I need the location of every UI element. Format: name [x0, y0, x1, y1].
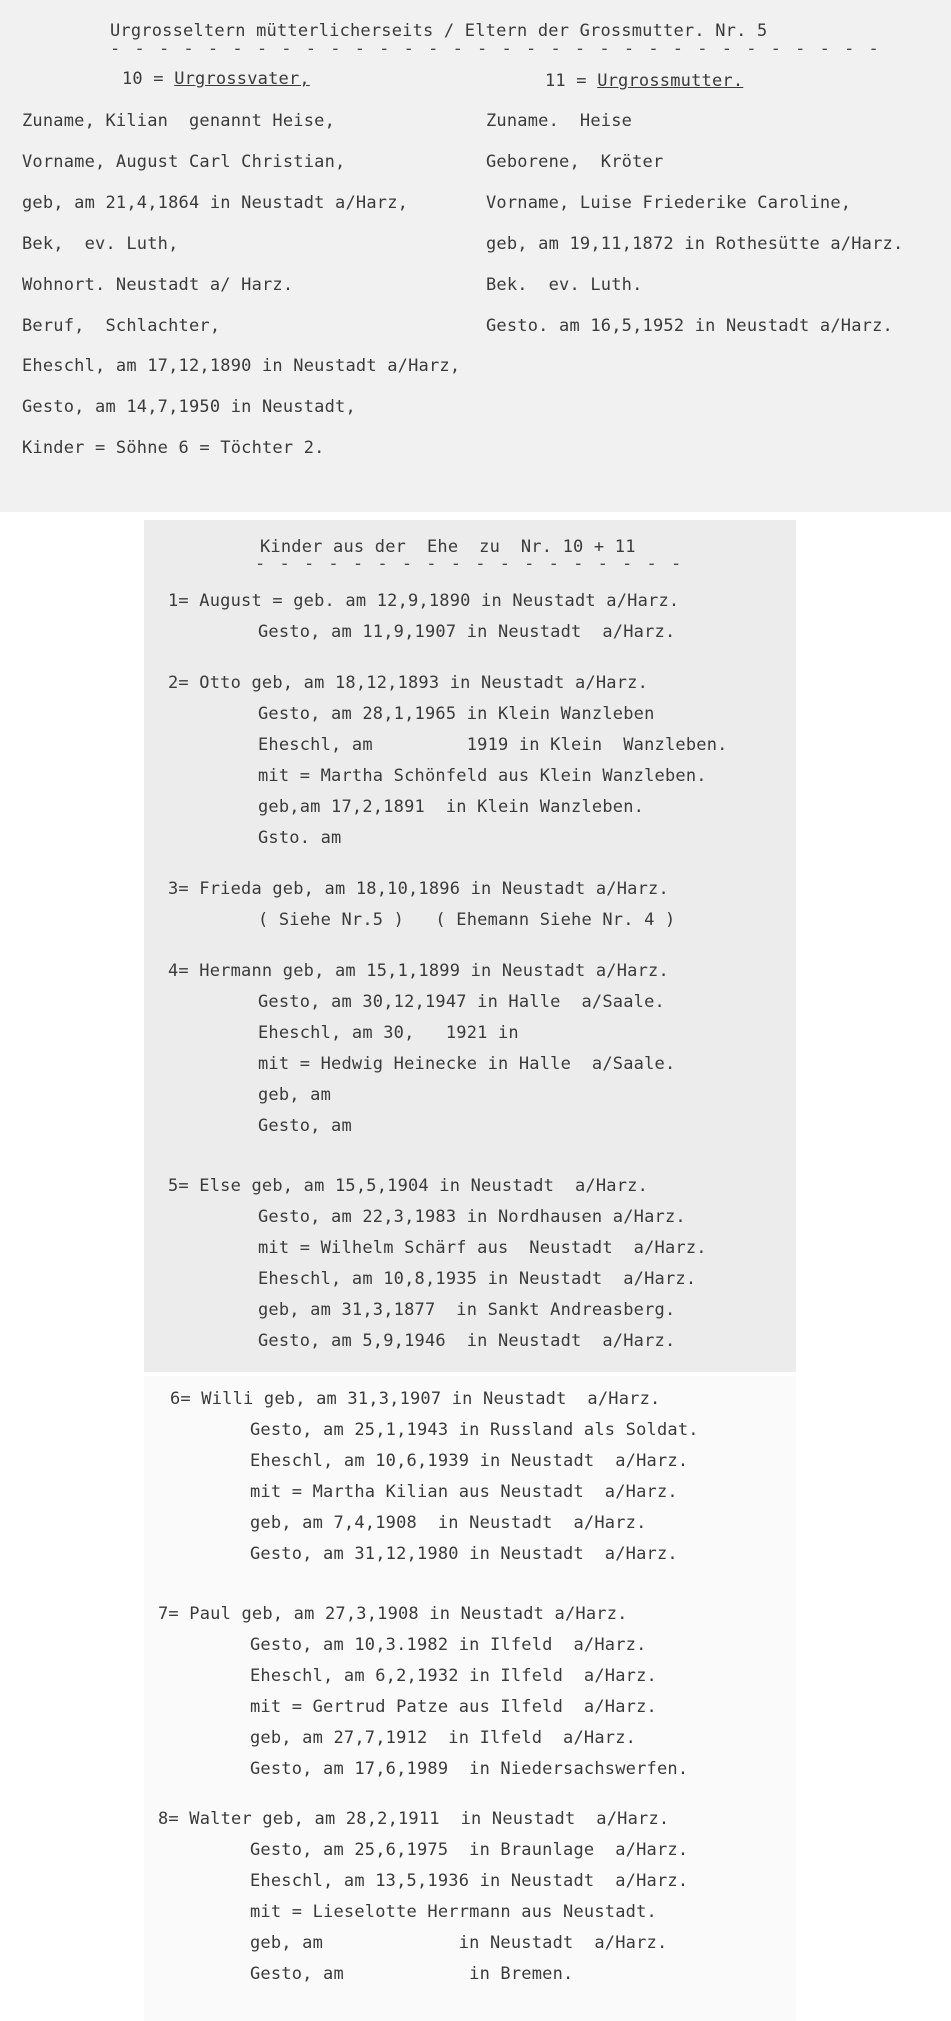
child-4-line: geb, am	[258, 1085, 332, 1105]
left-line: Kinder = Söhne 6 = Töchter 2.	[22, 438, 325, 458]
child-1-line: 1= August = geb. am 12,9,1890 in Neustadt a/Harz.	[168, 591, 680, 611]
left-line: Vorname, August Carl Christian,	[22, 152, 346, 172]
child-3-line: 3= Frieda geb, am 18,10,1896 in Neustadt a/Harz.	[168, 879, 669, 899]
child-5-line: Gesto, am 22,3,1983 in Nordhausen a/Harz.	[258, 1207, 686, 1227]
child-4-line: Eheschl, am 30, 1921 in	[258, 1023, 519, 1043]
right-line: Vorname, Luise Friederike Caroline,	[486, 193, 852, 213]
child-8-line: Eheschl, am 13,5,1936 in Neustadt a/Harz.	[250, 1871, 689, 1891]
children-title: Kinder aus der Ehe zu Nr. 10 + 11	[260, 537, 636, 557]
left-heading	[122, 68, 310, 90]
child-3-line: ( Siehe Nr.5 ) ( Ehemann Siehe Nr. 4 )	[258, 910, 676, 930]
right-heading-number: 11 =	[545, 71, 598, 91]
child-7-line: geb, am 27,7,1912 in Ilfeld a/Harz.	[250, 1728, 637, 1748]
left-line: Gesto, am 14,7,1950 in Neustadt,	[22, 397, 356, 417]
right-heading	[545, 70, 743, 92]
child-4-line: Gesto, am	[258, 1116, 352, 1136]
left-line: geb, am 21,4,1864 in Neustadt a/Harz,	[22, 193, 409, 213]
child-2-line: Eheschl, am 1919 in Klein Wanzleben.	[258, 735, 728, 755]
child-6-line: Gesto, am 25,1,1943 in Russland als Soldat.	[250, 1420, 699, 1440]
right-line: Bek. ev. Luth.	[486, 275, 643, 295]
left-line: Zuname, Kilian genannt Heise,	[22, 111, 336, 131]
left-heading-number: 10 =	[122, 69, 175, 89]
child-5-line: Gesto, am 5,9,1946 in Neustadt a/Harz.	[258, 1331, 676, 1351]
child-4-line: 4= Hermann geb, am 15,1,1899 in Neustadt a/Harz.	[168, 961, 669, 981]
child-8-line: Gesto, am in Bremen.	[250, 1964, 574, 1984]
child-6-line: Eheschl, am 10,6,1939 in Neustadt a/Harz.	[250, 1451, 689, 1471]
child-6-line: geb, am 7,4,1908 in Neustadt a/Harz.	[250, 1513, 647, 1533]
child-4-line: mit = Hedwig Heinecke in Halle a/Saale.	[258, 1054, 676, 1074]
child-8-line: 8= Walter geb, am 28,2,1911 in Neustadt a/Harz.	[158, 1809, 670, 1829]
child-2-line: Gsto. am	[258, 828, 342, 848]
child-5-line: Eheschl, am 10,8,1935 in Neustadt a/Harz.	[258, 1269, 697, 1289]
child-8-line: geb, am in Neustadt a/Harz.	[250, 1933, 668, 1953]
left-line: Bek, ev. Luth,	[22, 234, 179, 254]
right-line: Geborene, Kröter	[486, 152, 664, 172]
child-2-line: mit = Martha Schönfeld aus Klein Wanzleben.	[258, 766, 707, 786]
child-5-line: mit = Wilhelm Schärf aus Neustadt a/Harz.	[258, 1238, 707, 1258]
child-2-line: 2= Otto geb, am 18,12,1893 in Neustadt a/Harz.	[168, 673, 649, 693]
left-line: Wohnort. Neustadt a/ Harz.	[22, 275, 294, 295]
child-7-line: mit = Gertrud Patze aus Ilfeld a/Harz.	[250, 1697, 657, 1717]
child-7-line: Gesto, am 10,3.1982 in Ilfeld a/Harz.	[250, 1635, 647, 1655]
child-2-line: Gesto, am 28,1,1965 in Klein Wanzleben	[258, 704, 655, 724]
left-line: Beruf, Schlachter,	[22, 316, 221, 336]
child-7-line: 7= Paul geb, am 27,3,1908 in Neustadt a/Harz.	[158, 1604, 628, 1624]
left-line: Eheschl, am 17,12,1890 in Neustadt a/Harz,	[22, 356, 461, 376]
right-heading-word: Urgrossmutter.	[597, 71, 744, 91]
right-line: geb, am 19,11,1872 in Rothesütte a/Harz.	[486, 234, 904, 254]
children-title-underline: - - - - - - - - - - - - - - - - - -	[255, 554, 684, 574]
left-heading-word: Urgrossvater,	[174, 69, 310, 89]
child-8-line: mit = Lieselotte Herrmann aus Neustadt.	[250, 1902, 657, 1922]
page-title: Urgrosseltern mütterlicherseits / Eltern der Grossmutter. Nr. 5	[110, 21, 768, 41]
right-line: Zuname. Heise	[486, 111, 633, 131]
child-4-line: Gesto, am 30,12,1947 in Halle a/Saale.	[258, 992, 665, 1012]
child-5-line: 5= Else geb, am 15,5,1904 in Neustadt a/Harz.	[168, 1176, 649, 1196]
child-1-line: Gesto, am 11,9,1907 in Neustadt a/Harz.	[258, 622, 676, 642]
right-line: Gesto. am 16,5,1952 in Neustadt a/Harz.	[486, 316, 893, 336]
child-6-line: mit = Martha Kilian aus Neustadt a/Harz.	[250, 1482, 678, 1502]
child-5-line: geb, am 31,3,1877 in Sankt Andreasberg.	[258, 1300, 676, 1320]
child-7-line: Eheschl, am 6,2,1932 in Ilfeld a/Harz.	[250, 1666, 657, 1686]
child-2-line: geb,am 17,2,1891 in Klein Wanzleben.	[258, 797, 645, 817]
child-6-line: 6= Willi geb, am 31,3,1907 in Neustadt a/Harz.	[170, 1389, 661, 1409]
child-8-line: Gesto, am 25,6,1975 in Braunlage a/Harz.	[250, 1840, 689, 1860]
title-underline: - - - - - - - - - - - - - - - - - - - - - - - - - - - - - - - -	[110, 39, 881, 59]
child-6-line: Gesto, am 31,12,1980 in Neustadt a/Harz.	[250, 1544, 678, 1564]
child-7-line: Gesto, am 17,6,1989 in Niedersachswerfen.	[250, 1759, 689, 1779]
